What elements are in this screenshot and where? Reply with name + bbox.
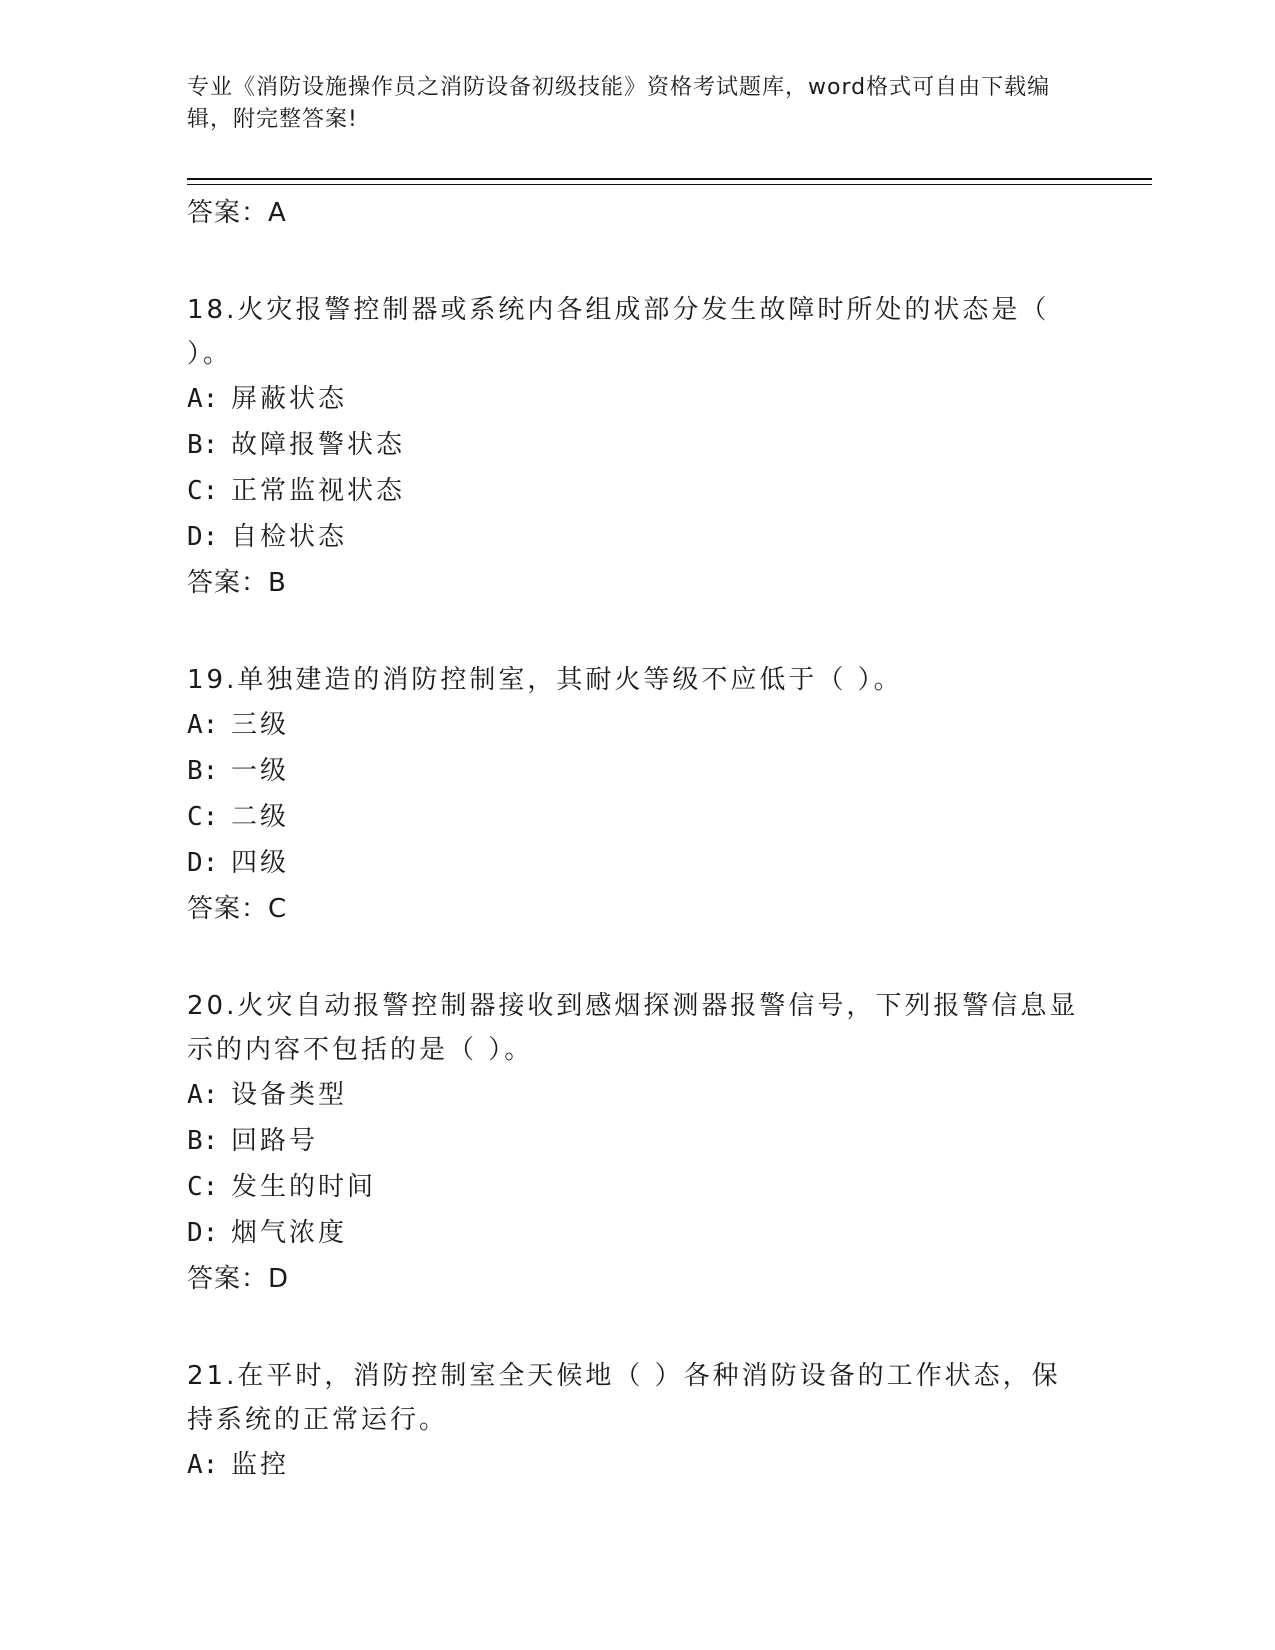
option-text: 故障报警状态 <box>231 430 406 460</box>
question-block-20 <box>187 984 1087 1302</box>
option-key: A: <box>187 1080 219 1110</box>
question-list <box>187 190 1087 1488</box>
answer-line: 答案：A <box>187 198 287 228</box>
option-text: 监控 <box>231 1450 290 1480</box>
answer-line: 答案：C <box>187 894 288 924</box>
option-key: A: <box>187 710 219 740</box>
option-text: 一级 <box>231 756 290 786</box>
option-text: 回路号 <box>231 1126 319 1156</box>
question-text: 21.在平时，消防控制室全天候地（ ）各种消防设备的工作状态，保持系统的正常运行。 <box>187 1361 1061 1435</box>
question-text: 18.火灾报警控制器或系统内各组成部分发生故障时所处的状态是（ ）。 <box>187 295 1050 369</box>
question-text: 20.火灾自动报警控制器接收到感烟探测器报警信号，下列报警信息显示的内容不包括的是（ ）。 <box>187 991 1079 1065</box>
option-key: C: <box>187 1172 219 1202</box>
option-key: B: <box>187 1126 219 1156</box>
option-d <box>187 514 1087 560</box>
option-a <box>187 702 1087 748</box>
option-a <box>187 376 1087 422</box>
option-key: A: <box>187 384 219 414</box>
question-block-21 <box>187 1354 1087 1488</box>
option-b <box>187 1118 1087 1164</box>
option-text: 发生的时间 <box>231 1172 377 1202</box>
document-header: 专业《消防设施操作员之消防设备初级技能》资格考试题库，word格式可自由下载编辑，附完整答案! <box>187 75 1051 132</box>
question-text: 19.单独建造的消防控制室，其耐火等级不应低于（ ）。 <box>187 665 903 695</box>
option-text: 正常监视状态 <box>231 476 406 506</box>
header-rule-thick <box>187 178 1152 180</box>
question-block-18 <box>187 288 1087 606</box>
option-a <box>187 1072 1087 1118</box>
option-c <box>187 1164 1087 1210</box>
option-d <box>187 1210 1087 1256</box>
option-text: 设备类型 <box>231 1080 348 1110</box>
header-rule-thin <box>187 184 1152 185</box>
option-d <box>187 840 1087 886</box>
option-c <box>187 468 1087 514</box>
question-block-19 <box>187 658 1087 932</box>
option-key: D: <box>187 1218 219 1248</box>
option-text: 三级 <box>231 710 290 740</box>
option-key: B: <box>187 756 219 786</box>
option-text: 四级 <box>231 848 290 878</box>
option-key: C: <box>187 802 219 832</box>
option-key: D: <box>187 522 219 552</box>
option-key: C: <box>187 476 219 506</box>
option-b <box>187 748 1087 794</box>
answer-line: 答案：B <box>187 568 287 598</box>
option-text: 屏蔽状态 <box>231 384 348 414</box>
option-text: 二级 <box>231 802 290 832</box>
option-key: A: <box>187 1450 219 1480</box>
option-key: B: <box>187 430 219 460</box>
answer-line: 答案：D <box>187 1264 290 1294</box>
option-a <box>187 1442 1087 1488</box>
option-key: D: <box>187 848 219 878</box>
option-c <box>187 794 1087 840</box>
option-text: 烟气浓度 <box>231 1218 348 1248</box>
option-b <box>187 422 1087 468</box>
option-text: 自检状态 <box>231 522 348 552</box>
